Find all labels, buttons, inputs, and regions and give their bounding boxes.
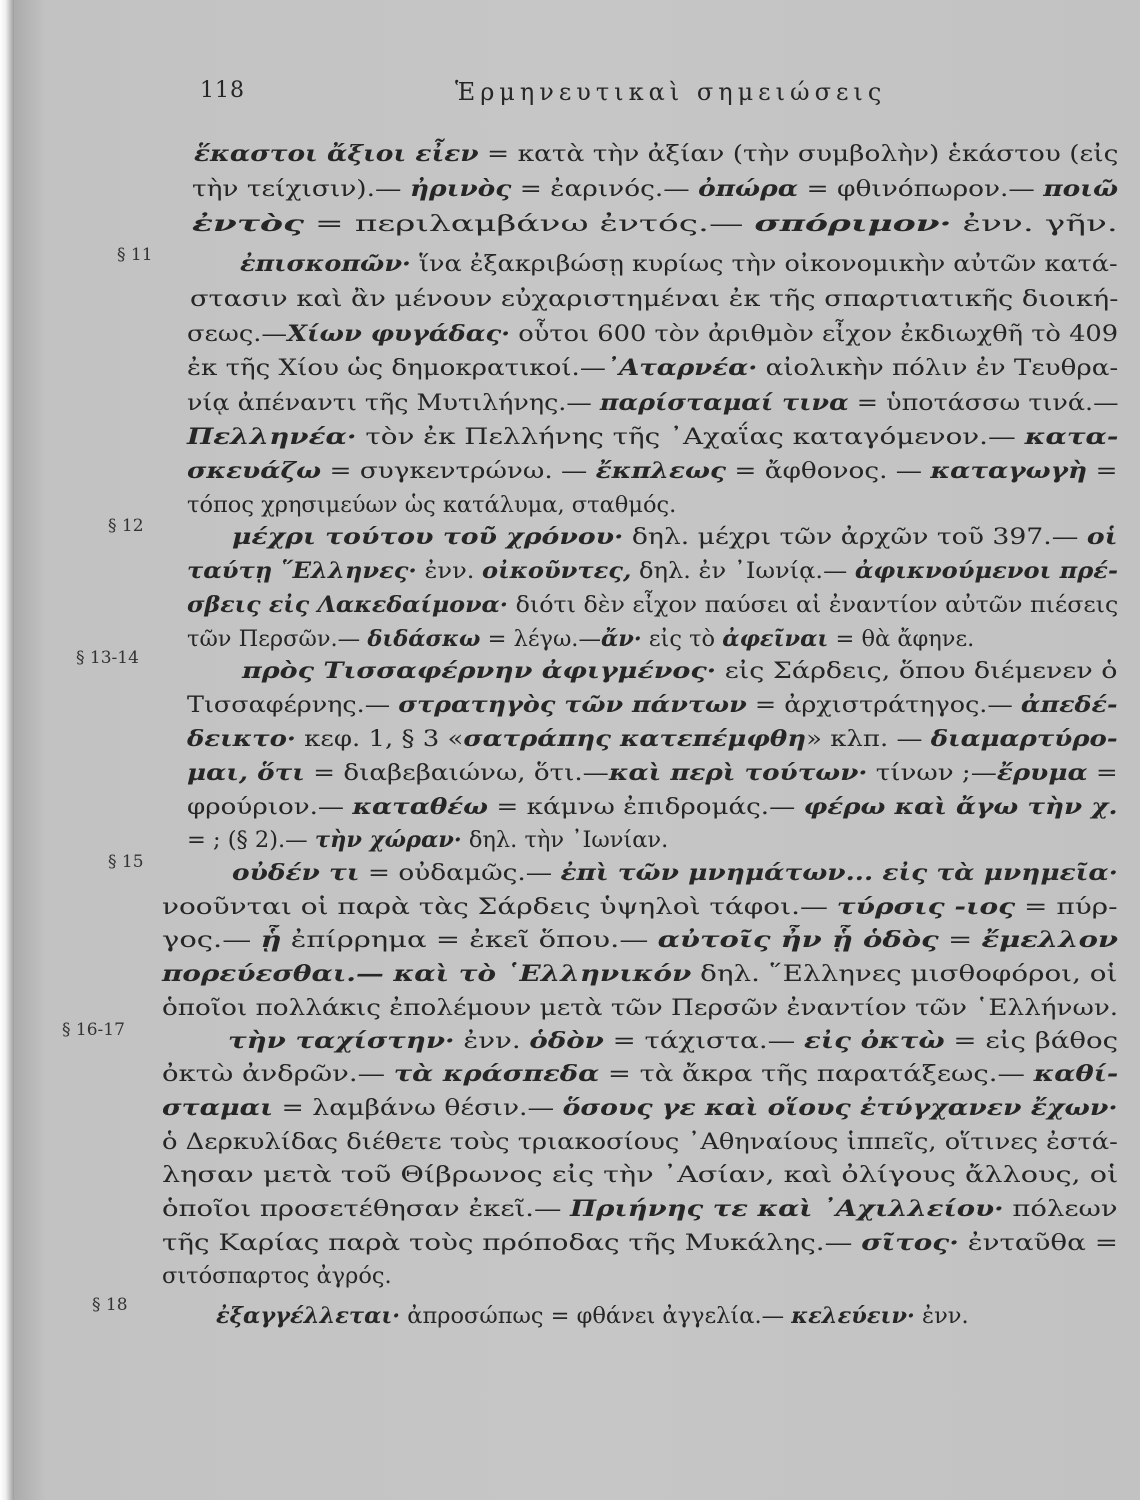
text-line: τὴν ταχίστην· ἐνν. ὁδὸν = τάχιστα.— εἰς ὀκτὼ = εἰς βάθος	[228, 1028, 1119, 1054]
text-line: ὁποῖοι προσετέθησαν ἐκεῖ.— Πριήνης τε καὶ ᾿Αχιλλείου· πόλεων	[162, 1196, 1118, 1222]
text-line: τὴν τείχισιν).— ἠρινὸς = ἐαρινός.— ὀπώρα = φθινόπωρον.— ποιῶ	[192, 176, 1119, 202]
text-line: νίᾳ ἀπέναντι τῆς Μυτιλήνης.— παρίσταμαί τινα = ὑποτάσσω τινά.—	[187, 390, 1119, 416]
text-line: πρὸς Τισσαφέρνην ἀφιγμένος· εἰς Σάρδεις, ὅπου διέμενεν ὁ	[242, 658, 1118, 684]
text-line: Τισσαφέρνης.— στρατηγὸς τῶν πάντων = ἀρχιστράτηγος.— ἀπεδέ-	[187, 692, 1118, 718]
section-mark: § 12	[108, 516, 144, 536]
text-line: ὁ Δερκυλίδας διέθετε τοὺς τριακοσίους ᾿Αθηναίους ἱππεῖς, οἵτινες ἐστά-	[162, 1129, 1118, 1155]
text-line: ἐξαγγέλλεται· ἀπροσώπως = φθάνει ἀγγελία.— κελεύειν· ἐνν.	[216, 1303, 969, 1329]
section-mark: § 11	[117, 245, 153, 265]
section-mark: § 13-14	[76, 648, 139, 668]
text-line: τόπος χρησιμεύων ὡς κατάλυμα, σταθμός.	[187, 492, 677, 518]
text-line: ἕκαστοι ἄξιοι εἶεν = κατὰ τὴν ἀξίαν (τὴν συμβολὴν) ἑκάστου (εἰς	[194, 141, 1119, 167]
text-line: μέχρι τούτου τοῦ χρόνου· δηλ. μέχρι τῶν ἀρχῶν τοῦ 397.— οἱ	[232, 524, 1118, 550]
text-line: ὁποῖοι πολλάκις ἐπολέμουν μετὰ τῶν Περσῶν ἐναντίον τῶν ῾Ελλήνων.	[162, 995, 1119, 1021]
text-line: τῶν Περσῶν.— διδάσκω = λέγω.—ἄν· εἰς τὸ ἀφεῖναι = θὰ ἄφηνε.	[187, 626, 975, 652]
section-mark: § 16-17	[62, 1020, 125, 1040]
running-title: Ἑρμηνευτικαὶ σημειώσεις	[455, 78, 887, 106]
text-line: φρούριον.— καταθέω = κάμνω ἐπιδρομάς.— φέρω καὶ ἄγω τὴν χ.	[187, 794, 1118, 820]
text-line: γος.— ᾗ ἐπίρρημα = ἐκεῖ ὅπου.— αὐτοῖς ἦν ᾗ ὁδὸς = ἔμελλον	[162, 927, 1119, 953]
text-line: ἐκ τῆς Χίου ὡς δημοκρατικοί.—᾿Αταρνέα· αἰολικὴν πόλιν ἐν Τευθρα-	[187, 355, 1119, 381]
text-line: σβεις εἰς Λακεδαίμονα· διότι δὲν εἶχον παύσει αἱ ἐναντίον αὐτῶν πιέσεις	[187, 592, 1119, 618]
text-line: ἐπισκοπῶν· ἵνα ἐξακριβώσῃ κυρίως τὴν οἰκονομικὴν αὐτῶν κατά-	[240, 251, 1118, 277]
text-line: σκευάζω = συγκεντρώνω. — ἔκπλεως = ἄφθονος. — καταγωγὴ =	[187, 458, 1118, 484]
text-line: Πελληνέα· τὸν ἐκ Πελλήνης τῆς ᾿Αχαΐας καταγόμενον.— κατα-	[187, 424, 1119, 450]
text-line: σταμαι = λαμβάνω θέσιν.— ὅσους γε καὶ οἵους ἐτύγχανεν ἔχων·	[162, 1095, 1118, 1121]
text-line: ταύτῃ ῞Ελληνες· ἐνν. οἰκοῦντες, δηλ. ἐν ᾿Ιωνίᾳ.— ἀφικνούμενοι πρέ-	[187, 558, 1118, 584]
text-line: σιτόσπαρτος ἀγρός.	[162, 1263, 392, 1289]
text-line: πορεύεσθαι.— καὶ τὸ ῾Ελληνικόν δηλ. ῞Ελληνες μισθοφόροι, οἱ	[162, 961, 1118, 987]
page-header	[0, 78, 1140, 118]
text-line: = ; (§ 2).— τὴν χώραν· δηλ. τὴν ᾿Ιωνίαν.	[187, 827, 669, 853]
text-line: ἐντὸς = περιλαμβάνω ἐντός.— σπόριμον· ἐνν. γῆν.	[192, 211, 1118, 237]
section-mark: § 18	[92, 1295, 128, 1315]
text-line: νοοῦνται οἱ παρὰ τὰς Σάρδεις ὑψηλοὶ τάφοι.— τύρσις -ιος = πύρ-	[162, 894, 1118, 920]
text-line: ὀκτὼ ἀνδρῶν.— τὰ κράσπεδα = τὰ ἄκρα τῆς παρατάξεως.— καθί-	[162, 1061, 1119, 1087]
page-number: 118	[200, 78, 245, 103]
page-spine-edge	[0, 0, 14, 1500]
section-mark: § 15	[108, 852, 144, 872]
text-line: λησαν μετὰ τοῦ Θίβρωνος εἰς τὴν ᾿Ασίαν, καὶ ὀλίγους ἄλλους, οἱ	[162, 1162, 1119, 1188]
text-line: μαι, ὅτι = διαβεβαιώνω, ὅτι.—καὶ περὶ τούτων· τίνων ;—ἔρυμα =	[187, 760, 1118, 786]
text-line: στασιν καὶ ἂν μένουν εὐχαριστημέναι ἐκ τῆς σπαρτιατικῆς διοική-	[190, 286, 1119, 312]
text-line: σεως.—Χίων φυγάδας· οὗτοι 600 τὸν ἀριθμὸν εἶχον ἐκδιωχθῆ τὸ 409	[187, 321, 1119, 347]
text-line: τῆς Καρίας παρὰ τοὺς πρόποδας τῆς Μυκάλης.— σῖτος· ἐνταῦθα =	[162, 1230, 1118, 1256]
text-line: δεικτο· κεφ. 1, § 3 «σατράπης κατεπέμφθη» κλπ. — διαμαρτύρο-	[187, 726, 1118, 752]
text-line: οὐδέν τι = οὐδαμῶς.— ἐπὶ τῶν μνημάτων... εἰς τὰ μνημεῖα·	[232, 860, 1118, 886]
